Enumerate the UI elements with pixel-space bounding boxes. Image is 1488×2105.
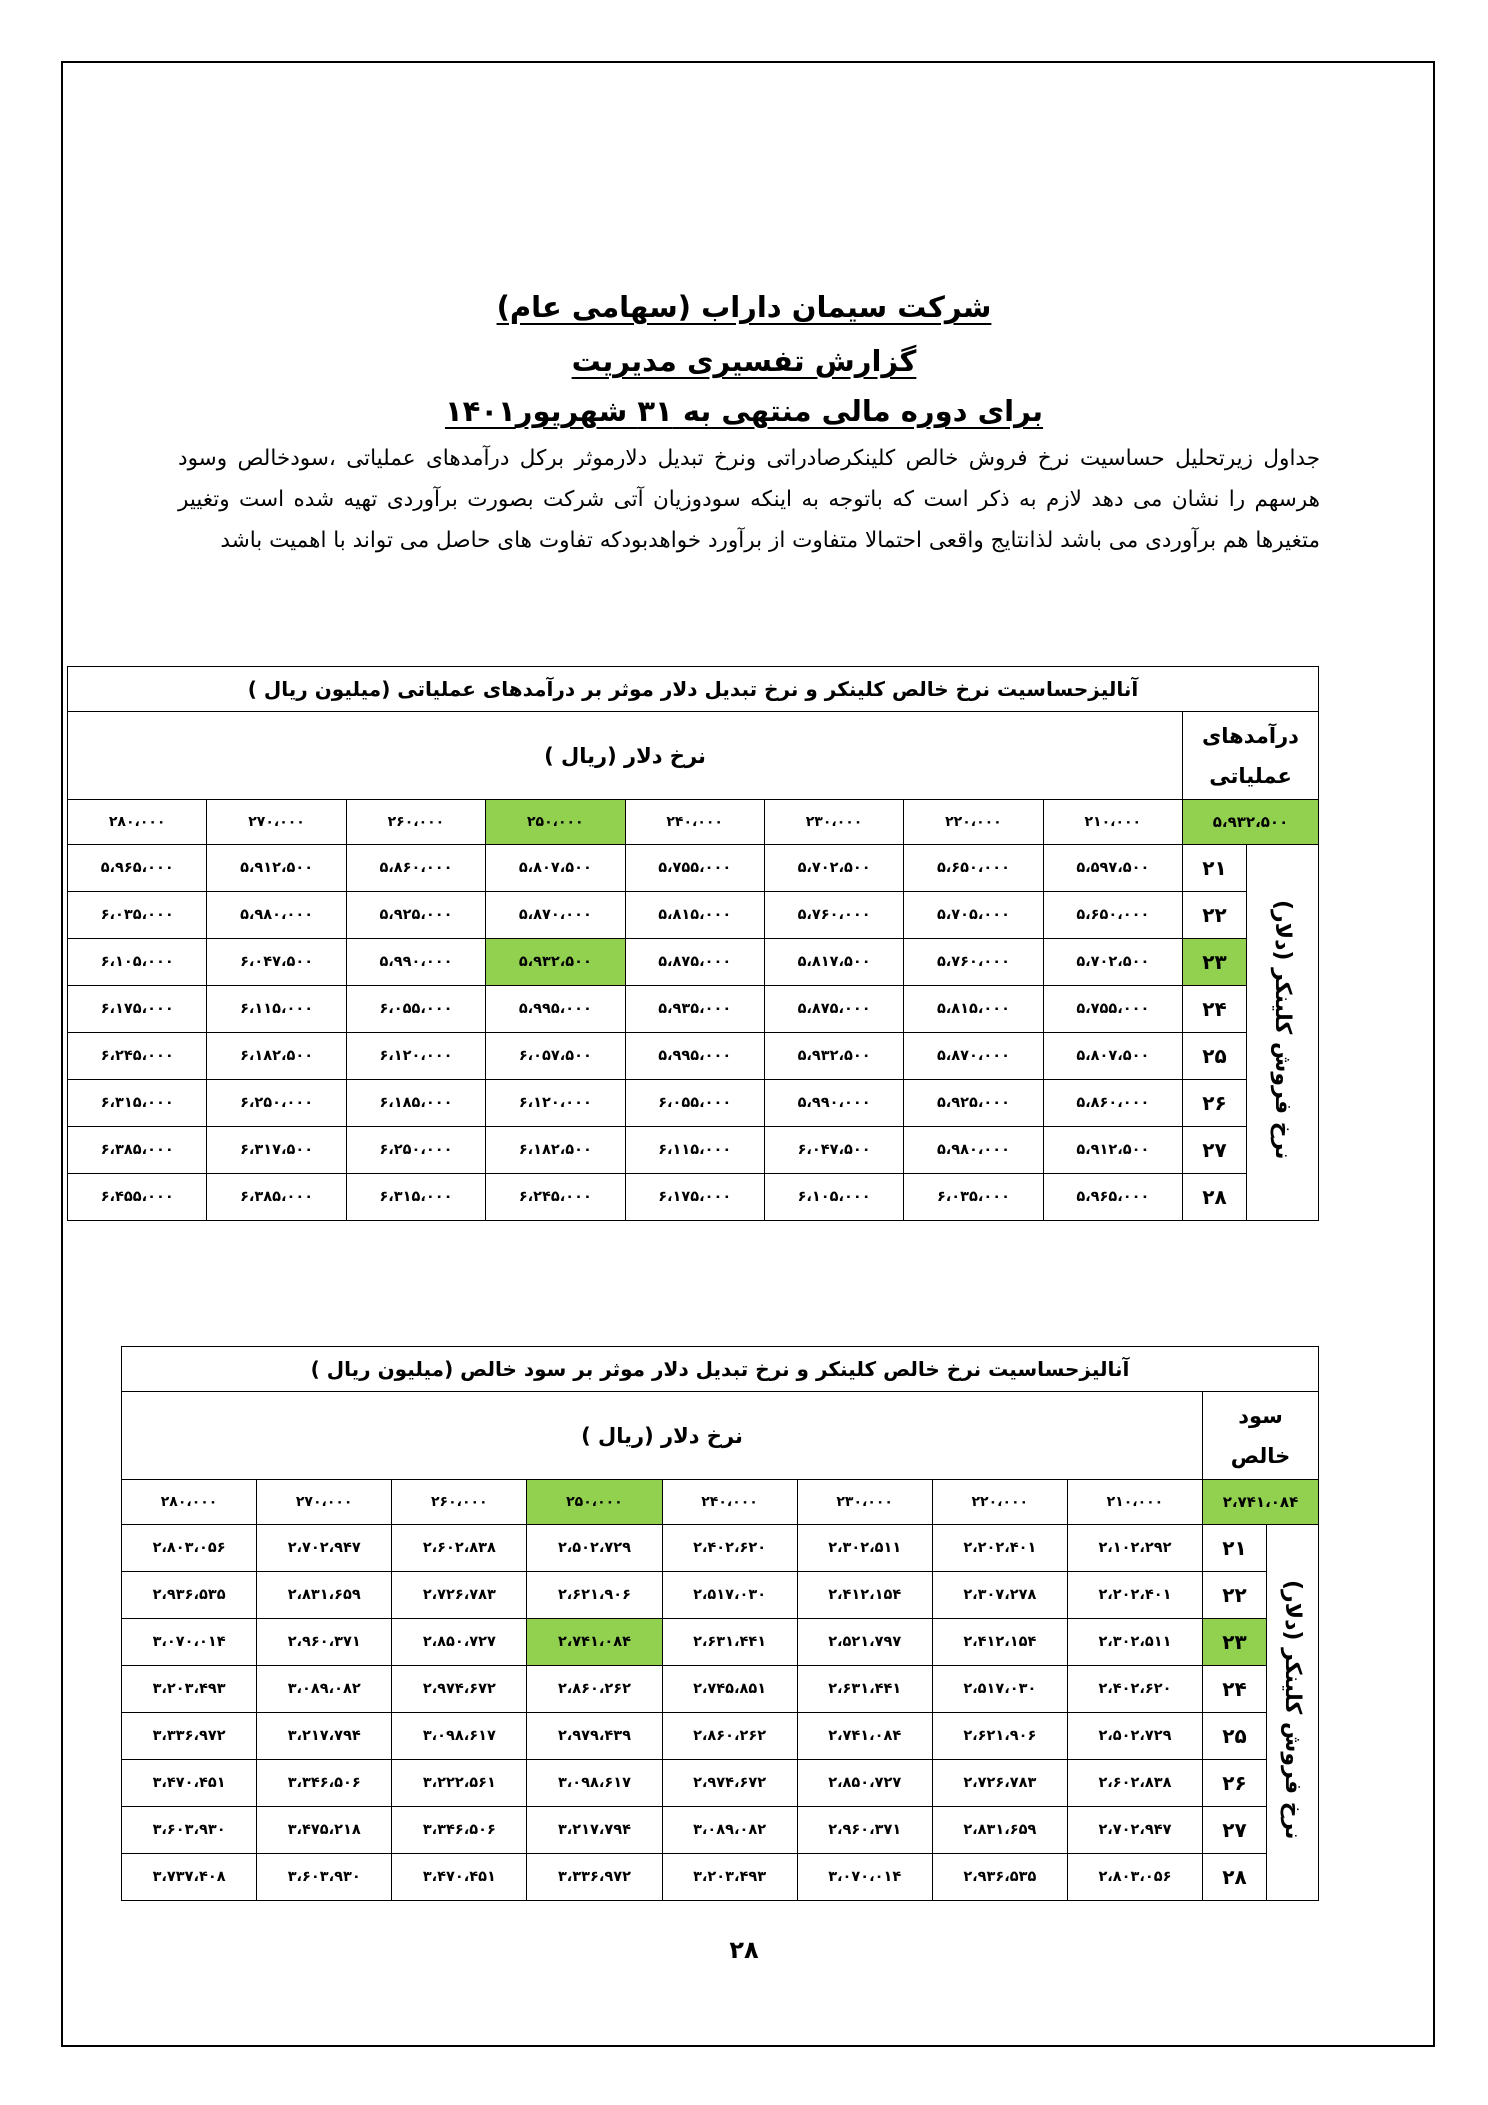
table-cell: ۳،۰۹۸،۶۱۷ xyxy=(527,1760,662,1807)
table-cell: ۲،۸۶۰،۲۶۲ xyxy=(527,1666,662,1713)
column-header: ۲۲۰،۰۰۰ xyxy=(904,800,1043,845)
column-header: ۲۵۰،۰۰۰ xyxy=(527,1480,662,1525)
table-cell: ۲،۹۷۴،۶۷۲ xyxy=(392,1666,527,1713)
table-cell: ۲،۸۵۰،۷۲۷ xyxy=(797,1760,932,1807)
table-cell: ۵،۷۶۰،۰۰۰ xyxy=(904,939,1043,986)
company-title xyxy=(0,290,1488,324)
table-cell: ۲،۹۳۶،۵۳۵ xyxy=(932,1854,1067,1901)
table-cell: ۲،۵۱۷،۰۳۰ xyxy=(662,1572,797,1619)
row-header: ۲۶ xyxy=(1183,1080,1247,1127)
table-cell: ۵،۸۱۷،۵۰۰ xyxy=(764,939,903,986)
table-cell: ۳،۲۲۲،۵۶۱ xyxy=(392,1760,527,1807)
table-cell: ۶،۰۴۷،۵۰۰ xyxy=(764,1127,903,1174)
table-cell: ۵،۹۱۲،۵۰۰ xyxy=(207,845,346,892)
table-cell: ۲،۷۴۵،۸۵۱ xyxy=(662,1666,797,1713)
table-cell: ۵،۹۹۰،۰۰۰ xyxy=(346,939,485,986)
revenue-sensitivity-table xyxy=(67,666,1319,1221)
table-cell: ۶،۱۲۰،۰۰۰ xyxy=(486,1080,625,1127)
table-cell: ۲،۸۰۳،۰۵۶ xyxy=(122,1525,257,1572)
table-cell: ۲،۷۴۱،۰۸۴ xyxy=(527,1619,662,1666)
table-cell: ۳،۶۰۳،۹۳۰ xyxy=(257,1854,392,1901)
table-cell: ۶،۱۸۲،۵۰۰ xyxy=(207,1033,346,1080)
table-cell: ۲،۹۷۹،۴۳۹ xyxy=(527,1713,662,1760)
table-row xyxy=(68,892,1319,939)
table-row xyxy=(68,845,1319,892)
table-cell: ۶،۰۵۵،۰۰۰ xyxy=(625,1080,764,1127)
table-cell: ۲،۹۳۶،۵۳۵ xyxy=(122,1572,257,1619)
table-title: آنالیزحساسیت نرخ خالص کلینکر و نرخ تبدیل دلار موثر بر درآمدهای عملیاتی (میلیون ریال ) xyxy=(68,667,1319,712)
table-cell: ۵،۸۱۵،۰۰۰ xyxy=(625,892,764,939)
table-cell: ۲،۶۲۱،۹۰۶ xyxy=(932,1713,1067,1760)
table-cell: ۵،۷۰۵،۰۰۰ xyxy=(904,892,1043,939)
page-number: ۲۸ xyxy=(729,1936,759,1964)
table-cell: ۶،۱۱۵،۰۰۰ xyxy=(207,986,346,1033)
table-cell: ۶،۱۸۲،۵۰۰ xyxy=(486,1127,625,1174)
table-cell: ۲،۸۰۳،۰۵۶ xyxy=(1067,1854,1202,1901)
table-cell: ۵،۸۶۰،۰۰۰ xyxy=(346,845,485,892)
table-cell: ۶،۲۴۵،۰۰۰ xyxy=(486,1174,625,1221)
table-cell: ۵،۹۳۵،۰۰۰ xyxy=(625,986,764,1033)
period-title xyxy=(0,394,1488,428)
table-cell: ۶،۲۵۰،۰۰۰ xyxy=(207,1080,346,1127)
table-cell: ۲،۸۳۱،۶۵۹ xyxy=(257,1572,392,1619)
table-cell: ۵،۸۱۵،۰۰۰ xyxy=(904,986,1043,1033)
table-cell: ۵،۹۶۵،۰۰۰ xyxy=(68,845,207,892)
row-header: ۲۱ xyxy=(1183,845,1247,892)
table-cell: ۳،۰۹۸،۶۱۷ xyxy=(392,1713,527,1760)
corner-label: درآمدهای عملیاتی xyxy=(1183,712,1319,800)
table-cell: ۲،۵۰۲،۷۲۹ xyxy=(1067,1713,1202,1760)
table-cell: ۳،۰۷۰،۰۱۴ xyxy=(122,1619,257,1666)
table-cell: ۵،۹۸۰،۰۰۰ xyxy=(207,892,346,939)
corner-label: سود خالص xyxy=(1203,1392,1319,1480)
table-cell: ۲،۳۰۷،۲۷۸ xyxy=(932,1572,1067,1619)
table-cell: ۲،۴۰۲،۶۲۰ xyxy=(662,1525,797,1572)
row-header: ۲۳ xyxy=(1203,1619,1267,1666)
table-cell: ۶،۱۱۵،۰۰۰ xyxy=(625,1127,764,1174)
table-cell: ۲،۲۰۲،۴۰۱ xyxy=(1067,1572,1202,1619)
table-cell: ۲،۷۰۲،۹۴۷ xyxy=(1067,1807,1202,1854)
row-header: ۲۴ xyxy=(1183,986,1247,1033)
table-cell: ۲،۸۳۱،۶۵۹ xyxy=(932,1807,1067,1854)
table-cell: ۵،۹۲۵،۰۰۰ xyxy=(904,1080,1043,1127)
table-cell: ۲،۹۶۰،۳۷۱ xyxy=(797,1807,932,1854)
table-cell: ۵،۷۰۲،۵۰۰ xyxy=(764,845,903,892)
table-cell: ۲،۸۶۰،۲۶۲ xyxy=(662,1713,797,1760)
report-title-text: گزارش تفسیری مدیریت xyxy=(571,344,917,378)
column-header: ۲۸۰،۰۰۰ xyxy=(68,800,207,845)
table-cell: ۲،۵۱۷،۰۳۰ xyxy=(932,1666,1067,1713)
table-cell: ۲،۶۳۱،۴۴۱ xyxy=(797,1666,932,1713)
column-header: ۲۷۰،۰۰۰ xyxy=(257,1480,392,1525)
table-cell: ۲،۶۰۲،۸۳۸ xyxy=(392,1525,527,1572)
table-row xyxy=(68,1080,1319,1127)
table-cell: ۳،۲۱۷،۷۹۴ xyxy=(527,1807,662,1854)
table-cell: ۲،۹۶۰،۳۷۱ xyxy=(257,1619,392,1666)
column-header: ۲۲۰،۰۰۰ xyxy=(932,1480,1067,1525)
row-header: ۲۲ xyxy=(1203,1572,1267,1619)
report-title xyxy=(0,344,1488,378)
table-cell: ۵،۹۹۵،۰۰۰ xyxy=(486,986,625,1033)
table-cell: ۵،۹۹۵،۰۰۰ xyxy=(625,1033,764,1080)
table-cell: ۳،۰۸۹،۰۸۲ xyxy=(662,1807,797,1854)
column-header: ۲۳۰،۰۰۰ xyxy=(764,800,903,845)
table-cell: ۲،۹۷۴،۶۷۲ xyxy=(662,1760,797,1807)
table-cell: ۲،۵۰۲،۷۲۹ xyxy=(527,1525,662,1572)
table-cell: ۳،۳۳۶،۹۷۲ xyxy=(122,1713,257,1760)
row-header: ۲۵ xyxy=(1203,1713,1267,1760)
table-cell: ۵،۸۰۷،۵۰۰ xyxy=(1043,1033,1182,1080)
table-cell: ۶،۴۵۵،۰۰۰ xyxy=(68,1174,207,1221)
table-cell: ۵،۸۷۰،۰۰۰ xyxy=(904,1033,1043,1080)
column-header: ۲۴۰،۰۰۰ xyxy=(662,1480,797,1525)
table-cell: ۳،۰۸۹،۰۸۲ xyxy=(257,1666,392,1713)
table-cell: ۳،۶۰۳،۹۳۰ xyxy=(122,1807,257,1854)
table-cell: ۲،۳۰۲،۵۱۱ xyxy=(797,1525,932,1572)
table-cell: ۵،۸۷۵،۰۰۰ xyxy=(764,986,903,1033)
clinker-rate-label-text: نرخ فروش کلینکر (دلار) xyxy=(1280,1579,1305,1840)
table-cell: ۲،۷۲۶،۷۸۳ xyxy=(932,1760,1067,1807)
net-profit-sensitivity-table xyxy=(121,1346,1319,1901)
table-row xyxy=(122,1760,1319,1807)
table-cell: ۵،۹۳۲،۵۰۰ xyxy=(486,939,625,986)
table-cell: ۶،۳۸۵،۰۰۰ xyxy=(207,1174,346,1221)
table-cell: ۶،۰۵۵،۰۰۰ xyxy=(346,986,485,1033)
table-cell: ۳،۴۷۰،۴۵۱ xyxy=(392,1854,527,1901)
table-cell: ۵،۸۶۰،۰۰۰ xyxy=(1043,1080,1182,1127)
clinker-rate-label-text: نرخ فروش کلینکر (دلار) xyxy=(1270,899,1295,1160)
row-header: ۲۷ xyxy=(1183,1127,1247,1174)
table-cell: ۶،۱۲۰،۰۰۰ xyxy=(346,1033,485,1080)
table-cell: ۲،۶۳۱،۴۴۱ xyxy=(662,1619,797,1666)
table-row xyxy=(122,1713,1319,1760)
table-cell: ۶،۳۱۵،۰۰۰ xyxy=(68,1080,207,1127)
table-cell: ۶،۲۵۰،۰۰۰ xyxy=(346,1127,485,1174)
table-cell: ۲،۷۰۲،۹۴۷ xyxy=(257,1525,392,1572)
table-cell: ۳،۷۳۷،۴۰۸ xyxy=(122,1854,257,1901)
table-cell: ۲،۴۰۲،۶۲۰ xyxy=(1067,1666,1202,1713)
table-cell: ۲،۶۲۱،۹۰۶ xyxy=(527,1572,662,1619)
row-header: ۲۵ xyxy=(1183,1033,1247,1080)
column-header: ۲۱۰،۰۰۰ xyxy=(1043,800,1182,845)
table-cell: ۶،۱۸۵،۰۰۰ xyxy=(346,1080,485,1127)
row-header: ۲۴ xyxy=(1203,1666,1267,1713)
table-row xyxy=(122,1854,1319,1901)
base-value: ۲،۷۴۱،۰۸۴ xyxy=(1203,1480,1319,1525)
table-cell: ۶،۱۷۵،۰۰۰ xyxy=(625,1174,764,1221)
table-cell: ۳،۰۷۰،۰۱۴ xyxy=(797,1854,932,1901)
table-cell: ۳،۴۷۵،۲۱۸ xyxy=(257,1807,392,1854)
table-row xyxy=(122,1619,1319,1666)
table-cell: ۶،۳۱۵،۰۰۰ xyxy=(346,1174,485,1221)
table-cell: ۵،۸۷۵،۰۰۰ xyxy=(625,939,764,986)
table-cell: ۳،۲۰۳،۴۹۳ xyxy=(122,1666,257,1713)
table-cell: ۶،۰۴۷،۵۰۰ xyxy=(207,939,346,986)
table-cell: ۵،۷۰۲،۵۰۰ xyxy=(1043,939,1182,986)
row-header: ۲۷ xyxy=(1203,1807,1267,1854)
table-row xyxy=(68,1033,1319,1080)
table-cell: ۲،۴۱۲،۱۵۴ xyxy=(797,1572,932,1619)
table-row xyxy=(68,939,1319,986)
table-cell: ۲،۳۰۲،۵۱۱ xyxy=(1067,1619,1202,1666)
table-cell: ۳،۴۷۰،۴۵۱ xyxy=(122,1760,257,1807)
company-title-text: شرکت سیمان داراب (سهامی عام) xyxy=(496,290,992,324)
row-header: ۲۶ xyxy=(1203,1760,1267,1807)
table-cell: ۶،۰۳۵،۰۰۰ xyxy=(68,892,207,939)
table-cell: ۵،۷۵۵،۰۰۰ xyxy=(625,845,764,892)
intro-paragraph: جداول زیرتحلیل حساسیت نرخ فروش خالص کلینکرصادراتی ونرخ تبدیل دلارموثر برکل درآمدهای عملیاتی ،سودخالص وسود هرسهم را نشان می دهد لازم به ذکر است که باتوجه به اینکه سودوزیان آتی شرکت بصورت برآوردی تهیه شده است وتغییر متغیرها هم برآوردی می باشد لذانتایج واقعی احتمالا متفاوت از برآورد خواهدبودکه تفاوت های حاصل می تواند با اهمیت باشد xyxy=(178,446,1320,553)
column-header: ۲۵۰،۰۰۰ xyxy=(486,800,625,845)
table-row xyxy=(122,1666,1319,1713)
table-row xyxy=(68,986,1319,1033)
table-cell: ۳،۳۳۶،۹۷۲ xyxy=(527,1854,662,1901)
row-header: ۲۸ xyxy=(1183,1174,1247,1221)
table-cell: ۵،۹۸۰،۰۰۰ xyxy=(904,1127,1043,1174)
row-header: ۲۸ xyxy=(1203,1854,1267,1901)
table-row xyxy=(122,1525,1319,1572)
table-cell: ۵،۸۷۰،۰۰۰ xyxy=(486,892,625,939)
row-header: ۲۳ xyxy=(1183,939,1247,986)
base-value: ۵،۹۳۲،۵۰۰ xyxy=(1183,800,1319,845)
column-header: ۲۶۰،۰۰۰ xyxy=(346,800,485,845)
clinker-rate-label xyxy=(1267,1525,1319,1901)
table-cell: ۶،۱۰۵،۰۰۰ xyxy=(764,1174,903,1221)
column-header: ۲۶۰،۰۰۰ xyxy=(392,1480,527,1525)
period-title-text: برای دوره مالی منتهی به ۳۱ شهریور۱۴۰۱ xyxy=(444,394,1044,428)
table-cell: ۵،۶۵۰،۰۰۰ xyxy=(904,845,1043,892)
table-cell: ۲،۷۲۶،۷۸۳ xyxy=(392,1572,527,1619)
table-cell: ۵،۷۵۵،۰۰۰ xyxy=(1043,986,1182,1033)
table-cell: ۵،۶۵۰،۰۰۰ xyxy=(1043,892,1182,939)
table-cell: ۶،۳۸۵،۰۰۰ xyxy=(68,1127,207,1174)
table-cell: ۶،۳۱۷،۵۰۰ xyxy=(207,1127,346,1174)
table-title: آنالیزحساسیت نرخ خالص کلینکر و نرخ تبدیل دلار موثر بر سود خالص (میلیون ریال ) xyxy=(122,1347,1319,1392)
table-cell: ۳،۲۱۷،۷۹۴ xyxy=(257,1713,392,1760)
table-cell: ۵،۹۳۲،۵۰۰ xyxy=(764,1033,903,1080)
table-cell: ۵،۸۰۷،۵۰۰ xyxy=(486,845,625,892)
table-cell: ۵،۹۱۲،۵۰۰ xyxy=(1043,1127,1182,1174)
dollar-rate-label: نرخ دلار (ریال ) xyxy=(122,1392,1203,1480)
table-cell: ۲،۵۲۱،۷۹۷ xyxy=(797,1619,932,1666)
table-cell: ۶،۱۰۵،۰۰۰ xyxy=(68,939,207,986)
table-cell: ۲،۸۵۰،۷۲۷ xyxy=(392,1619,527,1666)
table-cell: ۶،۲۴۵،۰۰۰ xyxy=(68,1033,207,1080)
table-cell: ۵،۹۹۰،۰۰۰ xyxy=(764,1080,903,1127)
table-cell: ۳،۳۴۶،۵۰۶ xyxy=(392,1807,527,1854)
column-header: ۲۱۰،۰۰۰ xyxy=(1067,1480,1202,1525)
table-row xyxy=(68,1127,1319,1174)
table-row xyxy=(68,1174,1319,1221)
table-cell: ۵،۹۲۵،۰۰۰ xyxy=(346,892,485,939)
table-cell: ۲،۷۴۱،۰۸۴ xyxy=(797,1713,932,1760)
table-cell: ۶،۰۵۷،۵۰۰ xyxy=(486,1033,625,1080)
table-cell: ۵،۵۹۷،۵۰۰ xyxy=(1043,845,1182,892)
table-cell: ۳،۲۰۳،۴۹۳ xyxy=(662,1854,797,1901)
table-row xyxy=(122,1807,1319,1854)
row-header: ۲۱ xyxy=(1203,1525,1267,1572)
table-cell: ۶،۱۷۵،۰۰۰ xyxy=(68,986,207,1033)
column-header: ۲۳۰،۰۰۰ xyxy=(797,1480,932,1525)
table-cell: ۲،۲۰۲،۴۰۱ xyxy=(932,1525,1067,1572)
table-cell: ۵،۷۶۰،۰۰۰ xyxy=(764,892,903,939)
table-cell: ۲،۱۰۲،۲۹۲ xyxy=(1067,1525,1202,1572)
table-cell: ۵،۹۶۵،۰۰۰ xyxy=(1043,1174,1182,1221)
table-cell: ۳،۳۴۶،۵۰۶ xyxy=(257,1760,392,1807)
table-cell: ۲،۴۱۲،۱۵۴ xyxy=(932,1619,1067,1666)
row-header: ۲۲ xyxy=(1183,892,1247,939)
table-cell: ۲،۶۰۲،۸۳۸ xyxy=(1067,1760,1202,1807)
column-header: ۲۷۰،۰۰۰ xyxy=(207,800,346,845)
table-row xyxy=(122,1572,1319,1619)
dollar-rate-label: نرخ دلار (ریال ) xyxy=(68,712,1183,800)
column-header: ۲۸۰،۰۰۰ xyxy=(122,1480,257,1525)
clinker-rate-label xyxy=(1247,845,1319,1221)
column-header: ۲۴۰،۰۰۰ xyxy=(625,800,764,845)
table-cell: ۶،۰۳۵،۰۰۰ xyxy=(904,1174,1043,1221)
